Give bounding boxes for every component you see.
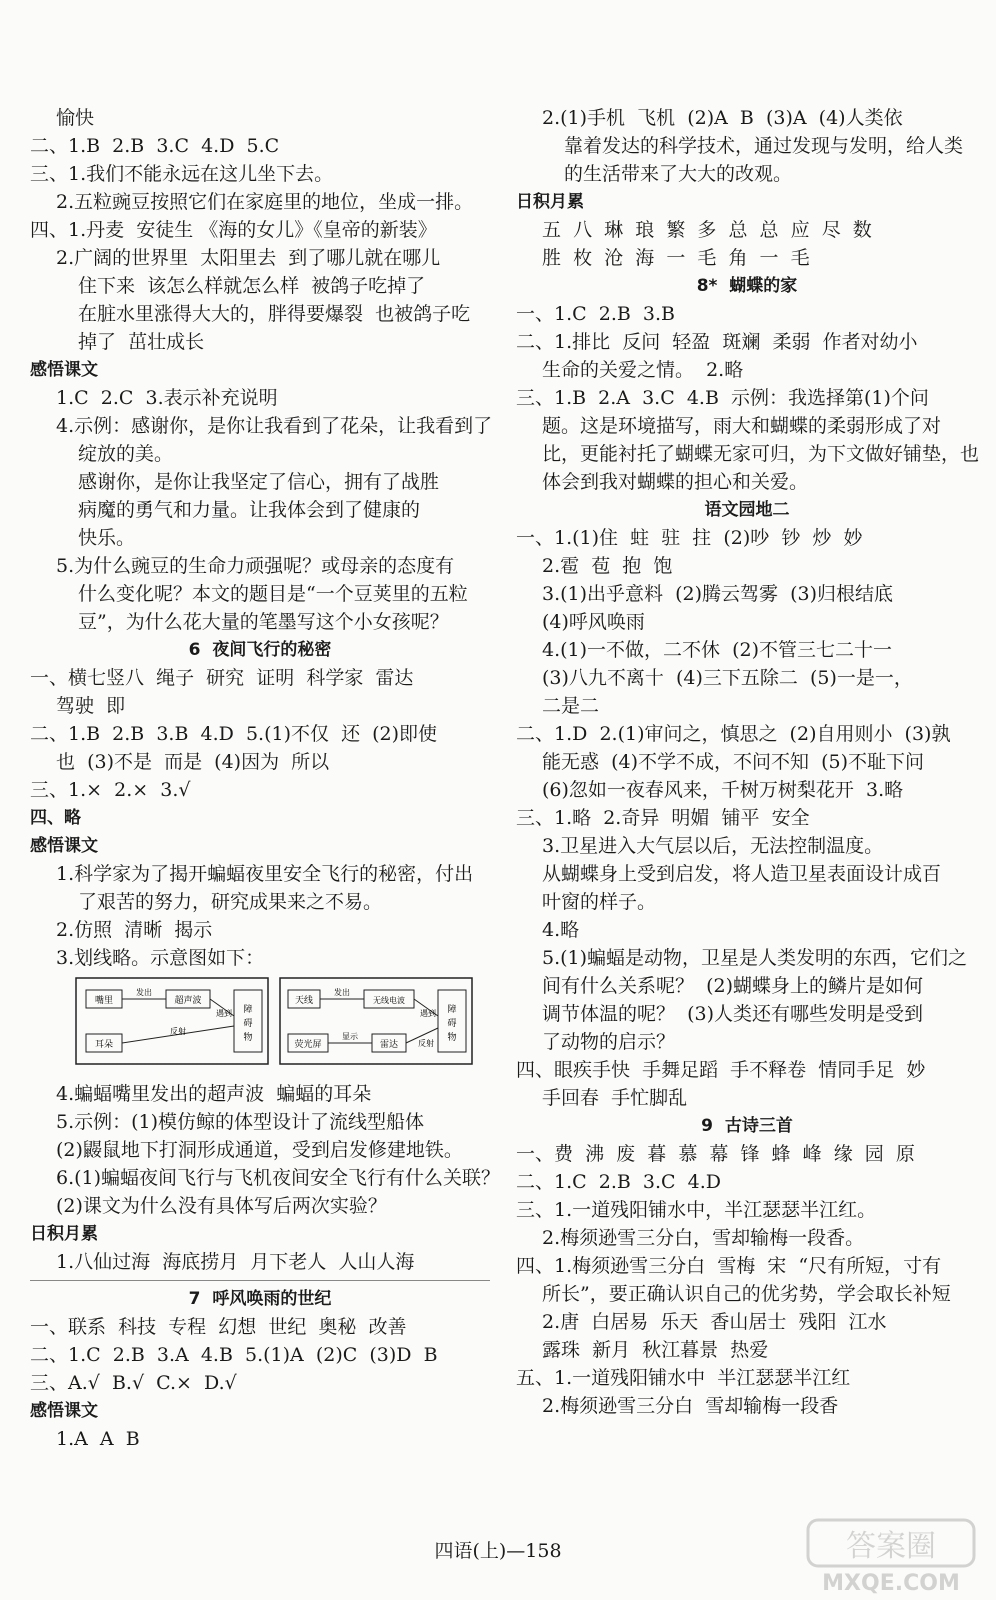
diagram-text: 荧光屏 [294,1040,322,1050]
section-heading: 感悟课文 [30,1401,98,1421]
answer-line: 能无惑 (4)不学不成，不问不知 (5)不耻下问 [542,751,924,773]
answer-line: 掉了 茁壮成长 [78,331,205,353]
diagram-text: 遇到 [420,1009,436,1018]
answer-line: 5.为什么豌豆的生命力顽强呢？或母亲的态度有 [56,555,455,577]
answer-line: (2)课文为什么没有具体写后两次实验？ [56,1195,387,1217]
diagram-text: 遇到 [216,1009,232,1018]
answer-line: 绽放的美。 [78,443,174,465]
answer-line: 三、1.略 2.奇异 明媚 铺平 安全 [516,807,810,829]
answer-line: 愉快 [56,107,95,129]
answer-line: 了艰苦的努力，研究成果来之不易。 [78,891,383,913]
diagram-text: 超声波 [174,996,202,1006]
answer-line: 二、1.D 2.(1)审问之，慎思之 (2)自用则小 (3)孰 [516,723,951,745]
answer-line: 体会到我对蝴蝶的担心和关爱。 [542,471,809,493]
svg-text:碍: 碍 [447,1019,457,1029]
section-heading: 四、略 [30,808,81,828]
diagram-text: 无线电波 [373,996,405,1005]
left-lines-bottom [30,1080,501,1453]
section-heading: 日积月累 [516,192,584,212]
answer-line: 2.梅须逊雪三分白 雪却输梅一段香 [542,1395,839,1417]
answer-line: 的生活带来了大大的改观。 [564,163,793,185]
answer-line: 感谢你，是你让我坚定了信心，拥有了战胜 [78,471,440,493]
answer-line: 间有什么关系呢？ (2)蝴蝶身上的鳞片是如何 [542,975,923,997]
section-title: 7 呼风唤雨的世纪 [188,1289,332,1309]
answer-line: 手回春 手忙脚乱 [542,1087,688,1109]
answer-line: (3)八九不离十 (4)三下五除二 (5)一是一， [542,667,913,689]
watermark-brand: 答案圈 [846,1529,936,1564]
diagram-text: 嘴里 [94,996,114,1006]
diagram-text: 发出 [136,988,152,997]
section-heading: 感悟课文 [30,836,98,856]
answer-line: 4.示例：感谢你，是你让我看到了花朵，让我看到了 [56,415,493,437]
svg-text:障: 障 [447,1005,457,1015]
answer-line: 五 八 琳 琅 繁 多 总 总 应 尽 数 [542,219,872,241]
answer-line: 一、1.C 2.B 3.B [516,303,676,325]
diagram-text: 发出 [334,988,350,997]
right-lines [516,104,978,1420]
page-footer: 四语(上)—158 [434,1540,562,1562]
answer-line: 住下来 该怎么样就怎么样 被鸽子吃掉了 [78,275,426,297]
answer-line: 快乐。 [78,527,136,549]
answer-line: 2.仿照 清晰 揭示 [56,919,213,941]
answer-line: 叶窗的样子。 [542,891,657,913]
answer-line: 在脏水里涨得大大的，胖得要爆裂 也被鸽子吃 [78,303,471,325]
diagram-text: 反射 [418,1039,434,1048]
answer-line: 什么变化呢？本文的题目是“一个豆荚里的五粒 [78,583,468,605]
answer-line: 三、1.一道残阳铺水中，半江瑟瑟半江红。 [516,1199,877,1221]
right-column [516,104,978,1420]
answer-line: (2)鼹鼠地下打洞形成通道，受到启发修建地铁。 [56,1139,463,1161]
diagram-text: 天线 [294,996,314,1006]
answer-line: 了动物的启示？ [542,1031,676,1053]
answer-line: 一、联系 科技 专程 幻想 世纪 奥秘 改善 [30,1316,407,1338]
answer-line: (6)忽如一夜春风来，千树万树梨花开 3.略 [542,779,904,801]
answer-line: 豆”，为什么花大量的笔墨写这个小女孩呢？ [78,611,449,633]
answer-line: 三、1.我们不能永远在这儿坐下去。 [30,163,334,185]
answer-line: 病魔的勇气和力量。让我体会到了健康的 [78,499,421,521]
answer-line: 也 (3)不是 而是 (4)因为 所以 [56,751,330,773]
section-heading: 日积月累 [30,1224,98,1244]
answer-line: 驾驶 即 [56,695,126,717]
diagram-text: 耳朵 [94,1040,114,1050]
answer-line: 五、1.一道残阳铺水中 半江瑟瑟半江红 [516,1367,851,1389]
svg-text:物: 物 [243,1033,253,1043]
answer-line: 所长”，要正确认识自己的优劣势，学会取长补短 [542,1283,951,1305]
answer-line: 四、眼疾手快 手舞足蹈 手不释卷 情同手足 妙 [516,1059,926,1081]
section-title: 6 夜间飞行的秘密 [188,640,332,660]
answer-line: 3.(1)出乎意料 (2)腾云驾雾 (3)归根结底 [542,583,894,605]
answer-line: 1.八仙过海 海底捞月 月下老人 人山人海 [56,1251,415,1273]
answer-line: 二、1.C 2.B 3.A 4.B 5.(1)A (2)C (3)D B [30,1344,438,1366]
answer-line: 露珠 新月 秋江暮景 热爱 [542,1339,769,1361]
answer-line: 二是二 [542,695,600,717]
answer-line: 4.蝙蝠嘴里发出的超声波 蝙蝠的耳朵 [56,1083,372,1105]
answer-line: 2.雹 苞 抱 饱 [542,555,673,577]
diagram-text: 显示 [342,1032,358,1041]
answer-line: 2.广阔的世界里 太阳里去 到了哪儿就在哪儿 [56,247,441,269]
answer-line: 题。这是环境描写，雨大和蝴蝶的柔弱形成了对 [542,415,942,437]
section-heading: 感悟课文 [30,360,98,380]
answer-line: 5.示例：(1)模仿鲸的体型设计了流线型船体 [56,1111,425,1133]
answer-line: 三、1.× 2.× 3.√ [30,779,191,801]
answer-line: 2.(1)手机 飞机 (2)A B (3)A (4)人类依 [542,107,903,129]
answer-line: 二、1.B 2.B 3.B 4.D 5.(1)不仅 还 (2)即使 [30,723,438,745]
answer-line: 调节体温的呢？ (3)人类还有哪些发明是受到 [542,1003,923,1025]
answer-line: 2.五粒豌豆按照它们在家庭里的地位，坐成一排。 [56,191,474,213]
answer-line: 2.梅须逊雪三分白，雪却输梅一段香。 [542,1227,865,1249]
section-title: 语文园地二 [704,500,790,520]
answer-line: 3.卫星进入大气层以后，无法控制温度。 [542,835,884,857]
section-title: 8* 蝴蝶的家 [696,276,798,296]
watermark-url: MXQE.COM [822,1571,960,1596]
svg-text:障: 障 [243,1005,253,1015]
left-lines-top [30,104,493,972]
answer-line: 生命的关爱之情。 2.略 [542,359,744,381]
answer-line: 靠着发达的科学技术，通过发现与发明，给人类 [564,135,964,157]
svg-text:物: 物 [447,1033,457,1043]
answer-line: 比，更能衬托了蝴蝶无家可归，为下文做好铺垫，也 [542,443,980,465]
answer-line: 一、横七竖八 绳子 研究 证明 科学家 雷达 [30,667,414,689]
section-divider [30,1280,490,1281]
answer-line: 二、1.排比 反问 轻盈 斑斓 柔弱 作者对幼小 [516,331,918,353]
bat-radar-diagram [74,976,474,1066]
diagram-right-box [280,978,472,1064]
answer-line: (4)呼风唤雨 [542,611,645,633]
svg-text:碍: 碍 [243,1019,253,1029]
answer-line: 3.划线略。示意图如下： [56,947,265,969]
diagram-text: 反射 [170,1027,186,1036]
answer-line: 四、1.丹麦 安徒生 《海的女儿》《皇帝的新装》 [30,219,437,241]
diagram-text: 雷达 [379,1040,399,1050]
answer-line: 1.A A B [56,1428,140,1450]
answer-line: 6.(1)蝙蝠夜间飞行与飞机夜间安全飞行有什么关联？ [56,1167,501,1189]
answer-line: 胜 枚 沧 海 一 毛 角 一 毛 [542,247,810,269]
left-column [30,104,501,1453]
answer-line: 二、1.B 2.B 3.C 4.D 5.C [30,135,280,157]
diagram-left-box [76,978,268,1064]
answer-line: 2.唐 白居易 乐天 香山居士 残阳 江水 [542,1311,887,1333]
answer-line: 4.略 [542,919,580,941]
section-title: 9 古诗三首 [701,1116,793,1136]
answer-line: 从蝴蝶身上受到启发，将人造卫星表面设计成百 [542,863,942,885]
answer-line: 二、1.C 2.B 3.C 4.D [516,1171,722,1193]
answer-line: 5.(1)蝙蝠是动物，卫星是人类发明的东西，它们之 [542,947,968,969]
watermark-logo [806,1516,976,1596]
answer-line: 四、1.梅须逊雪三分白 雪梅 宋 “尺有所短，寸有 [516,1255,942,1277]
answer-line: 三、A.√ B.√ C.× D.√ [30,1372,237,1394]
answer-line: 4.(1)一不做，二不休 (2)不管三七二十一 [542,639,893,661]
answer-line: 1.科学家为了揭开蝙蝠夜里安全飞行的秘密，付出 [56,863,474,885]
answer-line: 三、1.B 2.A 3.C 4.B 示例：我选择第(1)个问 [516,387,929,409]
answer-line: 一、1.(1)住 蛀 驻 拄 (2)吵 钞 炒 妙 [516,527,863,549]
answer-line: 一、费 沸 废 暮 慕 幕 锋 蜂 峰 缘 园 原 [516,1143,915,1165]
answer-line: 1.C 2.C 3.表示补充说明 [56,387,278,409]
